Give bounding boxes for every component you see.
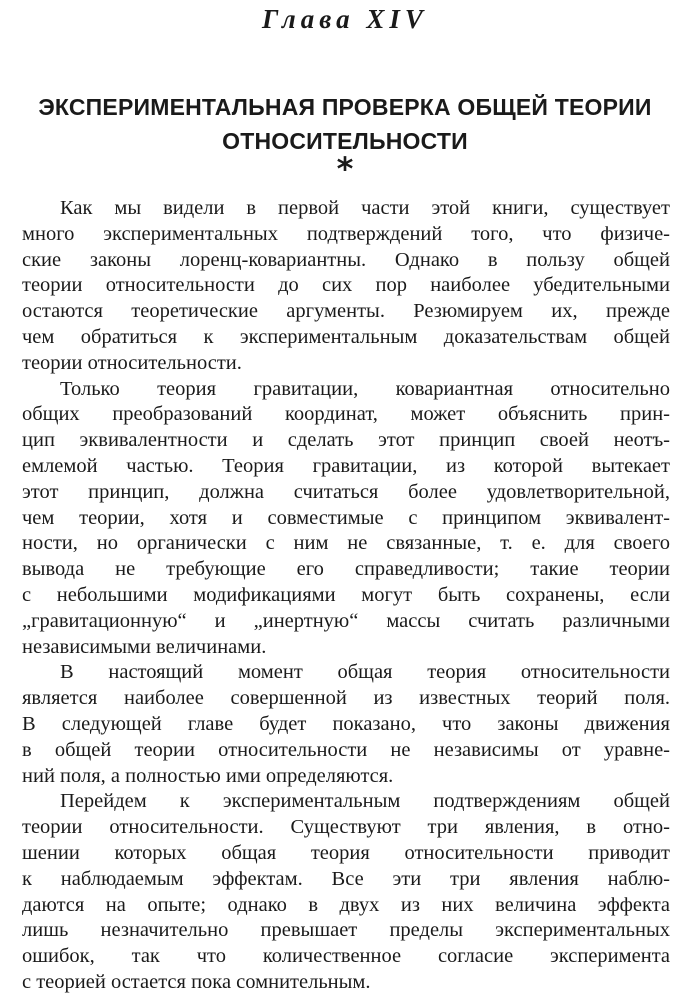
text-line: ности, но органически с ним не связанные, т. е. для своего: [22, 532, 670, 555]
text-line: является наиболее совершенной из известных теорий поля.: [22, 687, 670, 710]
paragraph: [22, 196, 670, 377]
text-line: цип эквивалентности и сделать этот принцип своей неотъ-: [22, 429, 670, 452]
text-line: Как мы видели в первой части этой книги, существует: [60, 197, 670, 219]
text-line: теории относительности. Существуют три явления, в отно-: [22, 816, 670, 839]
text-line: ошибок, так что количественное согласие эксперимента: [22, 945, 670, 968]
text-line: с небольшими модификациями могут быть сохранены, если: [22, 583, 670, 606]
text-line: независимыми величинами.: [22, 635, 267, 658]
text-line: остаются теоретические аргументы. Резюмируем их, прежде: [22, 300, 670, 323]
text-line: ний поля, а полностью ими определяются.: [22, 764, 394, 787]
text-line: В следующей главе будет показано, что законы движения: [22, 712, 670, 735]
text-line: к наблюдаемым эффектам. Все эти три явления наблю-: [22, 867, 670, 890]
text-line: с теорией остается пока сомнительным.: [22, 970, 371, 993]
chapter-title-line: ОТНОСИТЕЛЬНОСТИ: [222, 128, 468, 154]
text-line: емлемой частью. Теория гравитации, из которой вытекает: [22, 454, 670, 477]
text-line: теории относительности до сих пор наиболее убедительными: [22, 274, 670, 297]
text-line: Перейдем к экспериментальным подтверждениям общей: [60, 790, 670, 813]
text-line: даются на опыте; однако в двух из них величина эффекта: [22, 893, 670, 916]
paragraph: [22, 789, 670, 995]
text-line: в общей теории относительности не независимы от уравне-: [22, 738, 670, 761]
text-line: этот принцип, должна считаться более удовлетворительной,: [22, 480, 670, 503]
text-line: вывода не требующие его справедливости; такие теории: [22, 558, 670, 581]
text-line: чем теории, хотя и совместимые с принципом эквивалент-: [22, 506, 670, 529]
text-line: теории относительности.: [22, 351, 242, 374]
text-line: много экспериментальных подтверждений того, что физиче-: [22, 222, 670, 245]
chapter-heading: Глава XIV: [262, 4, 428, 34]
chapter-title: [10, 90, 680, 158]
text-line: ские законы лоренц-ковариантны. Однако в пользу общей: [22, 248, 670, 271]
chapter-title-line: ЭКСПЕРИМЕНТАЛЬНАЯ ПРОВЕРКА ОБЩЕЙ ТЕОРИИ: [38, 94, 652, 120]
paragraph: [22, 660, 670, 789]
text-line: общих преобразований координат, может объяснить прин-: [22, 403, 670, 426]
text-line: Только теория гравитации, ковариантная относительно: [60, 377, 670, 400]
text-line: лишь незначительно превышает пределы экспериментальных: [22, 919, 670, 942]
text-line: „гравитационную“ и „инертную“ массы считать различными: [22, 609, 670, 632]
text-line: шении которых общая теория относительности приводит: [22, 841, 670, 864]
asterisk-ornament: *: [336, 150, 354, 188]
text-line: чем обратиться к экспериментальным доказательствам общей: [22, 325, 670, 348]
paragraph: [22, 377, 670, 661]
text-line: В настоящий момент общая теория относительности: [60, 661, 670, 684]
body-text: [22, 196, 670, 996]
